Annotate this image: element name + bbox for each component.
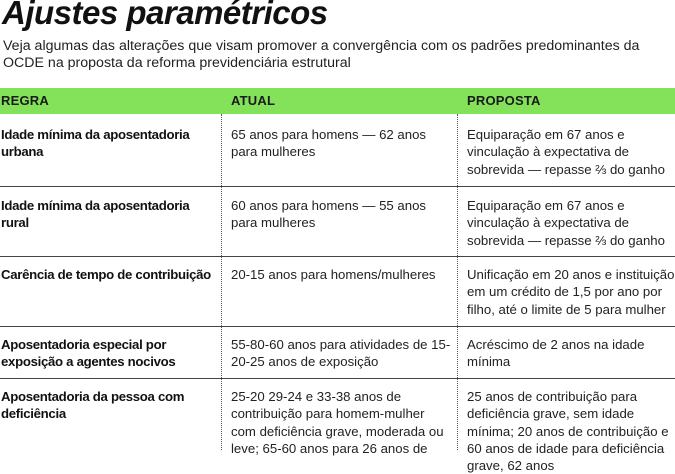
table-header: [0, 88, 675, 114]
atual-cell: 20-15 anos para homens/mulheres: [231, 267, 436, 282]
proposta-cell: Acréscimo de 2 anos na idade mínima: [467, 337, 645, 370]
regra-cell: Idade mínima da aposentadoria rural: [1, 198, 190, 231]
atual-cell: 25-20 29-24 e 33-38 anos de contribuição para homem-mulher com deficiência grave, moderada ou leve; 65-60 anos para 26 anos de: [231, 389, 444, 456]
regra-cell: Idade mínima da aposentadoria urbana: [1, 127, 190, 160]
column-divider: [457, 114, 458, 450]
atual-cell: 60 anos para homens — 55 anos para mulheres: [231, 198, 427, 231]
proposta-cell: Equiparação em 67 anos e vinculação à expectativa de sobrevida — repasse ⅔ do ganho: [467, 127, 665, 177]
regra-cell: Aposentadoria especial por exposição a agentes nocivos: [1, 337, 176, 370]
header-regra: REGRA: [1, 93, 49, 108]
header-proposta: PROPOSTA: [467, 93, 541, 108]
atual-cell: 55-80-60 anos para atividades de 15-20-25 anos de exposição: [231, 337, 451, 370]
page-title: Ajustes paramétricos: [2, 0, 328, 31]
proposta-cell: 25 anos de contribuição para deficiência grave, sem idade mínima; 20 anos de contribuição e 60 anos de idade para deficiência grave, 62 anos: [467, 389, 669, 474]
row-divider: [0, 378, 675, 379]
proposta-cell: Unificação em 20 anos e instituição em um crédito de 1,5 por ano por filho, até o limite de 5 para mulher: [467, 267, 675, 317]
row-divider: [0, 326, 675, 327]
header-atual: ATUAL: [231, 93, 276, 108]
proposta-cell: Equiparação em 67 anos e vinculação à expectativa de sobrevida — repasse ⅔ do ganho: [467, 198, 665, 248]
regra-cell: Carência de tempo de contribuição: [1, 267, 211, 282]
atual-cell: 65 anos para homens — 62 anos para mulheres: [231, 127, 427, 160]
subtitle: Veja algumas das alterações que visam promover a convergência com os padrões predominantes da OCDE na proposta da reforma previdenciária estrutural: [3, 38, 640, 71]
column-divider: [221, 114, 222, 450]
regra-cell: Aposentadoria da pessoa com deficiência: [1, 389, 185, 422]
row-divider: [0, 256, 675, 257]
row-divider: [0, 186, 675, 187]
